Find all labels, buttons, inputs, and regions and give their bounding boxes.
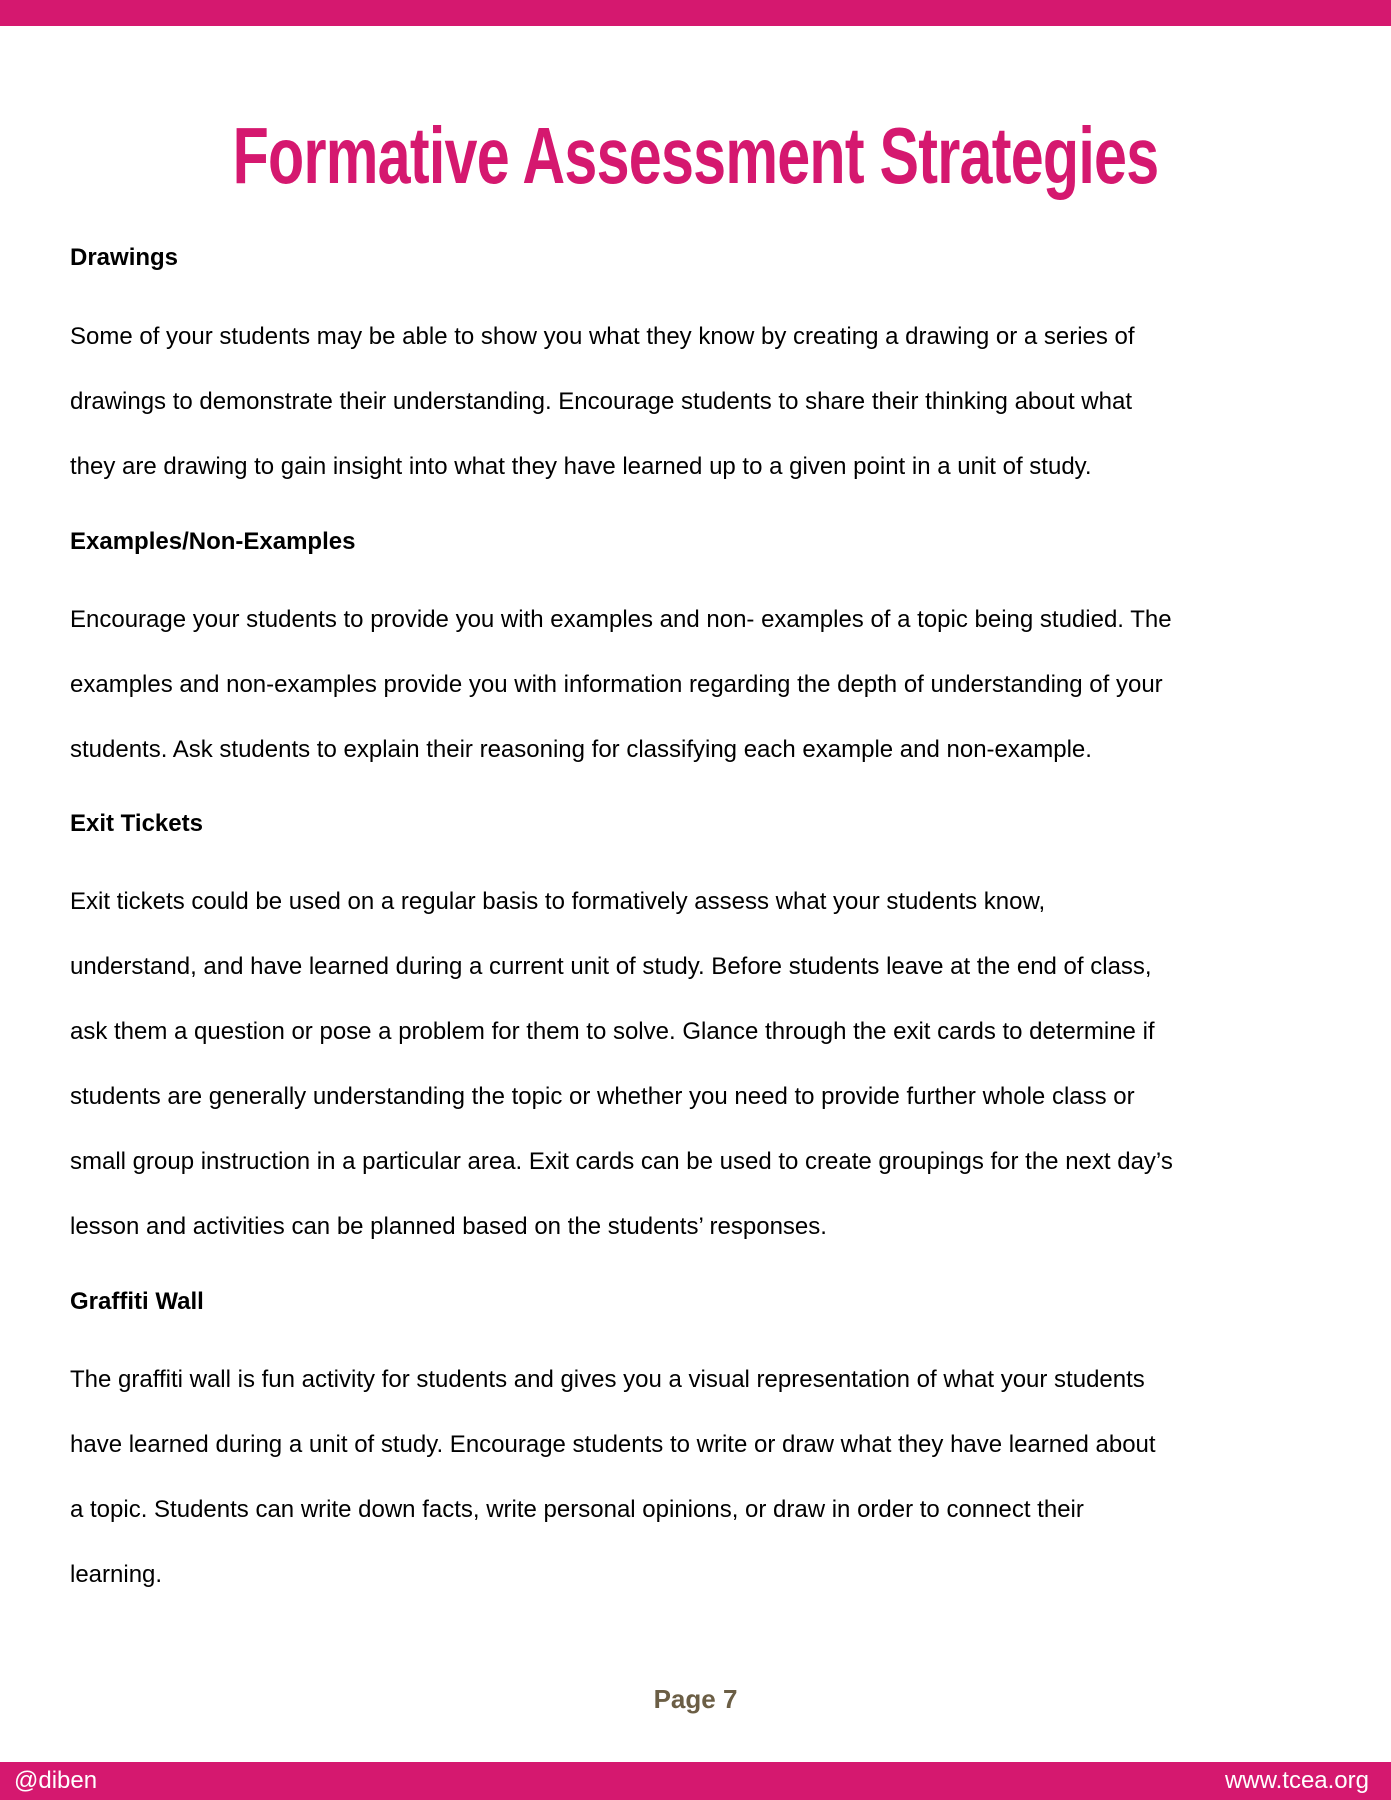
paragraph-line: drawings to demonstrate their understanding. Encourage students to share their thinking about what — [70, 388, 1132, 415]
footer-bar — [0, 1762, 1391, 1800]
paragraph-line: The graffiti wall is fun activity for students and gives you a visual representation of what your students — [70, 1366, 1145, 1393]
paragraph-line: students are generally understanding the topic or whether you need to provide further whole class or — [70, 1083, 1135, 1110]
top-accent-bar — [0, 0, 1391, 26]
footer-handle: @diben — [14, 1767, 98, 1794]
page-title-text: Formative Assessment Strategies — [232, 111, 1159, 200]
paragraph-line: Exit tickets could be used on a regular basis to formatively assess what your students know, — [70, 888, 1046, 915]
paragraph-line: understand, and have learned during a current unit of study. Before students leave at the end of class, — [70, 953, 1152, 980]
section-paragraph — [70, 869, 1360, 1259]
paragraph-line: they are drawing to gain insight into what they have learned up to a given point in a unit of study. — [70, 453, 1092, 480]
section-paragraph — [70, 587, 1360, 782]
section-heading: Drawings — [70, 244, 179, 271]
paragraph-line: have learned during a unit of study. Encourage students to write or draw what they have learned about — [70, 1431, 1156, 1458]
section-paragraph — [70, 304, 1360, 499]
paragraph-line: small group instruction in a particular area. Exit cards can be used to create groupings for the next day’s — [70, 1148, 1173, 1175]
section-heading: Examples/Non-Examples — [70, 528, 356, 555]
paragraph-line: examples and non-examples provide you with information regarding the depth of understanding of your — [70, 671, 1163, 698]
section-heading: Exit Tickets — [70, 810, 203, 837]
paragraph-line: ask them a question or pose a problem for them to solve. Glance through the exit cards to determine if — [70, 1018, 1155, 1045]
paragraph-line: lesson and activities can be planned based on the students’ responses. — [70, 1213, 827, 1240]
paragraph-line: a topic. Students can write down facts, write personal opinions, or draw in order to connect their — [70, 1496, 1084, 1523]
page-title — [0, 108, 1391, 204]
paragraph-line: learning. — [70, 1561, 163, 1588]
section-heading: Graffiti Wall — [70, 1288, 204, 1315]
page-number: Page 7 — [653, 1684, 738, 1714]
paragraph-line: Encourage your students to provide you with examples and non- examples of a topic being studied. The — [70, 606, 1172, 633]
footer-website: www.tcea.org — [1224, 1767, 1369, 1794]
paragraph-line: students. Ask students to explain their reasoning for classifying each example and non-example. — [70, 736, 1092, 763]
section-paragraph — [70, 1347, 1360, 1607]
paragraph-line: Some of your students may be able to show you what they know by creating a drawing or a series of — [70, 323, 1135, 350]
